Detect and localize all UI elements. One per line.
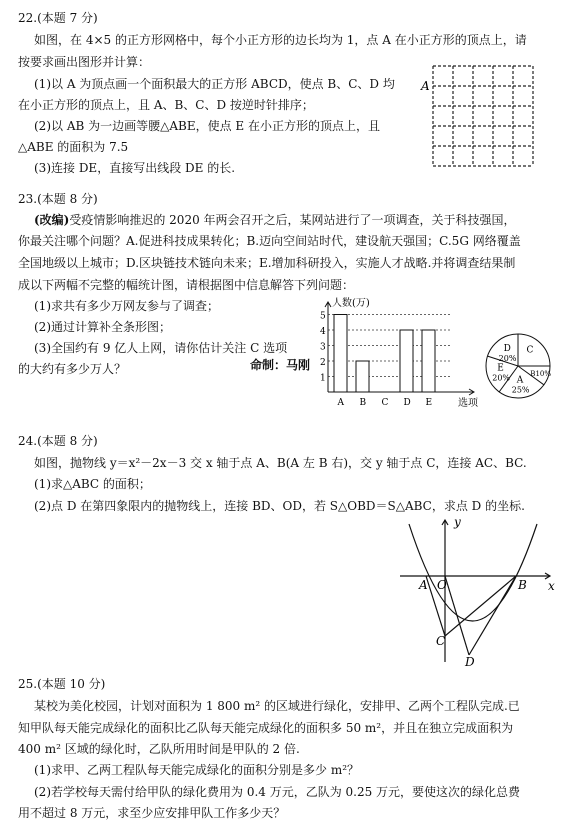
- q25-line4: (1)求甲、乙两工程队每天能完成绿化的面积分别是多少 m²？: [34, 763, 360, 777]
- pie-label: D: [503, 343, 511, 354]
- bar: [400, 330, 413, 392]
- q22-header: 22.(本题 7 分): [18, 11, 98, 25]
- q22-grid-figure: [418, 64, 548, 168]
- q24-line2: (1)求△ABC 的面积；: [34, 477, 151, 491]
- fig-label-d: D: [465, 655, 475, 666]
- pie-label: E: [497, 363, 504, 374]
- q24-line3: (2)点 D 在第四象限内的抛物线上，连接 BD、OD，若 S△OBD＝S△ABC，求点 D 的坐标.: [34, 499, 525, 513]
- bar: [422, 330, 435, 392]
- fig-label-o: O: [437, 578, 447, 592]
- q22-line3: (1)以 A 为顶点画一个面积最大的正方形 ABCD，使点 B、C、D 均: [34, 77, 395, 91]
- x-tick-label: E: [425, 398, 433, 408]
- parabola-figure: [392, 514, 560, 666]
- q25-line3: 400 m² 区域的绿化时，乙队所用时间是甲队的 2 倍.: [18, 742, 300, 756]
- pie-label: A: [516, 375, 524, 386]
- fig-label-a: A: [419, 578, 428, 592]
- fig-label-x: x: [548, 579, 555, 593]
- pie-value-label: 20%: [498, 353, 517, 363]
- q23-line1-text: 受疫情影响推迟的 2020 年两会召开之后，某网站进行了一项调查，关于科技强国，: [69, 213, 516, 227]
- q23-line4: 成以下两幅不完整的幅统计图，请根据图中信息解答下列问题：: [18, 278, 355, 292]
- q24-header: 24.(本题 8 分): [18, 434, 98, 448]
- q23-line3: 全国地级以上城市；D.区块链技术链向未来；E.增加科研投入，实施人才战略.并将调查结果制: [18, 256, 516, 270]
- x-tick-label: A: [337, 398, 344, 408]
- fig-label-c: C: [436, 634, 446, 648]
- q24-line1: 如图，抛物线 y＝x²－2x－3 交 x 轴于点 A、B(A 左 B 右)，交 y 轴于点 C，连接 AC、BC.: [34, 456, 527, 470]
- x-tick-label: B: [359, 398, 367, 408]
- pie-label: B10%: [530, 369, 552, 378]
- q22-line2: 按要求画出图形并计算：: [18, 55, 151, 69]
- q25-line2: 知甲队每天能完成绿化的面积比乙队每天能完成绿化的面积多 50 m²，并且在独立完成面积为: [18, 721, 514, 735]
- y-tick-label: 5: [320, 311, 326, 322]
- q25-line5: (2)若学校每天需付给甲队的绿化费用为 0.4 万元，乙队为 0.25 万元，要使这次的绿化总费: [34, 785, 521, 799]
- q22-line6: △ABE 的面积为 7.5: [18, 140, 129, 154]
- grid-point-label-a: A: [421, 79, 430, 93]
- q23-line6: (2)通过计算补全条形图；: [34, 320, 171, 334]
- pie-chart: [478, 330, 562, 402]
- q25-line6: 用不超过 8 万元，求至少应安排甲队工作多少天？: [18, 806, 286, 820]
- q23-line1: [34, 212, 516, 228]
- q22-line1: 如图，在 4×5 的正方形网格中，每个小正方形的边长均为 1，点 A 在小正方形的顶点上，请: [34, 33, 527, 47]
- x-axis-label: 选项: [458, 398, 478, 409]
- bar: [334, 315, 347, 393]
- q23-line5: (1)求共有多少万网友参与了调查；: [34, 299, 219, 313]
- x-tick-label: C: [381, 398, 389, 408]
- bar: [356, 361, 369, 392]
- q25-header: 25.(本题 10 分): [18, 677, 106, 691]
- y-axis-label: 人数(万): [332, 298, 370, 309]
- q22-line7: (3)连接 DE，直接写出线段 DE 的长.: [34, 161, 236, 175]
- y-tick-label: 3: [320, 342, 326, 353]
- q22-line4: 在小正方形的顶点上，且 A、B、C、D 按逆时针排序；: [18, 98, 314, 112]
- pie-value-label: 20%: [492, 373, 511, 383]
- q23-credit: 命制：马刚: [250, 358, 311, 372]
- y-tick-label: 1: [320, 373, 326, 384]
- pie-label: C: [526, 345, 534, 356]
- fig-label-y: y: [454, 515, 461, 529]
- q23-header: 23.(本题 8 分): [18, 192, 98, 206]
- q23-tag: (改编): [34, 213, 70, 227]
- y-tick-label: 2: [320, 358, 326, 368]
- fig-label-b: B: [518, 578, 527, 592]
- y-tick-label: 4: [320, 327, 326, 337]
- x-tick-label: D: [403, 398, 411, 408]
- q23-line2: 你最关注哪个问题？A.促进科技成果转化；B.迈向空间站时代，建设航天强国；C.5G 网络覆盖: [18, 234, 521, 248]
- q25-line1: 某校为美化校园，计划对面积为 1 800 m² 的区域进行绿化，安排甲、乙两个工程队完成.已: [34, 699, 520, 713]
- pie-value-label: 25%: [511, 385, 530, 395]
- q23-line8: 的大约有多少万人？: [18, 362, 127, 376]
- q22-line5: (2)以 AB 为一边画等腰△ABE，使点 E 在小正方形的顶点上，且: [34, 119, 380, 133]
- q23-line7: (3)全国约有 9 亿人上网，请你估计关注 C 选项: [34, 341, 288, 355]
- bar-chart: [308, 296, 488, 410]
